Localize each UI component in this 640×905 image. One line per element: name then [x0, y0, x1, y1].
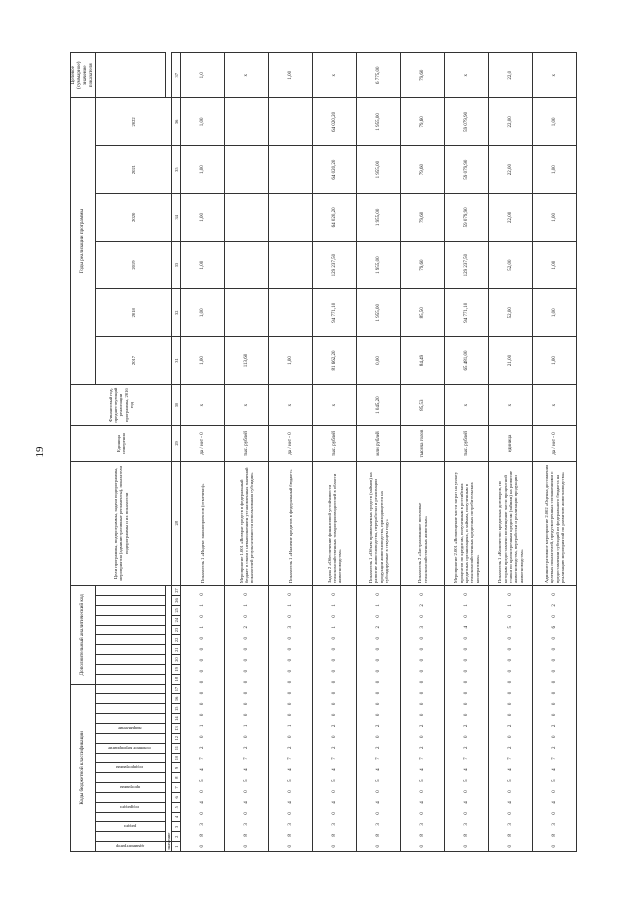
code-column-header: [95, 792, 165, 802]
final-value-cell: x: [225, 53, 269, 98]
year-value-cell: [269, 146, 313, 194]
column-number: 3: [172, 822, 181, 832]
year-value-cell: 1,00: [181, 146, 225, 194]
year-value-cell: 94 771,10: [445, 289, 489, 337]
code-column-header: [95, 605, 165, 615]
year-value-cell: [225, 241, 269, 289]
column-number: 5: [172, 802, 181, 812]
base-year-cell: x: [313, 384, 357, 425]
code-cell: 0 8 3 0 4 0 5 4 7 2 0 1 0 0 0 0 0 0 0 0 1 0 1 0: [181, 586, 225, 852]
year-header: 2021: [95, 146, 171, 194]
code-column-header: [95, 753, 165, 763]
year-value-cell: 22,00: [489, 193, 533, 241]
year-value-cell: [269, 289, 313, 337]
base-year-cell: 1 045,20: [357, 384, 401, 425]
column-number: 22: [172, 635, 181, 645]
year-value-cell: 65 481,00: [445, 337, 489, 385]
column-number: 14: [172, 714, 181, 724]
column-number: 9: [172, 763, 181, 773]
year-value-cell: 1,00: [533, 193, 577, 241]
year-value-cell: 0,00: [357, 337, 401, 385]
year-value-cell: 1 955,00: [357, 146, 401, 194]
code-column-header: [95, 645, 165, 655]
year-value-cell: 64 020,20: [313, 98, 357, 146]
year-value-cell: 52,00: [489, 289, 533, 337]
program-table: [70, 52, 577, 852]
column-number: 10: [172, 753, 181, 763]
column-number: 33: [172, 241, 181, 289]
unit-header: Единица измерения: [71, 426, 172, 461]
column-number: 6: [172, 792, 181, 802]
description-cell: Показатель 1 «Объем привлекаемых средств (займов) на развитие животноводства, переработки и реализации продукции животноводства, приходящегося на субсидируемые в текущем году»: [357, 461, 401, 585]
year-value-cell: 1,00: [533, 98, 577, 146]
unit-cell: да / нет - 0: [181, 426, 225, 461]
column-number: 4: [172, 812, 181, 822]
year-value-cell: 129 237,50: [313, 241, 357, 289]
base-year-cell: x: [489, 384, 533, 425]
year-value-cell: 59 079,90: [445, 193, 489, 241]
column-number: 37: [172, 53, 181, 98]
year-value-cell: 1,00: [181, 98, 225, 146]
year-value-cell: 1,00: [533, 337, 577, 385]
years-header: Годы реализации программы: [71, 98, 96, 384]
base-year-cell: x: [225, 384, 269, 425]
column-number: 19: [172, 664, 181, 674]
column-number: 12: [172, 733, 181, 743]
final-header: Целевое (суммарное) значение показателя: [71, 53, 96, 98]
code-cell: 0 8 3 0 4 0 5 4 7 2 0 1 0 0 0 0 0 0 0 0 2 0 1 0: [225, 586, 269, 852]
year-header: 2018: [95, 289, 171, 337]
column-number: 8: [172, 773, 181, 783]
code-column-header: [95, 812, 165, 822]
kbk-header: Коды бюджетной классификации: [71, 684, 96, 851]
year-value-cell: 64 020,20: [313, 146, 357, 194]
description-cell: Показатель 1 «Количество кредитных договоров, по которым предоставлено возмещение части процентной ставки по краткосрочным кредитам (займам) на развитие животноводства, переработки и реализации продукции животноводства»: [489, 461, 533, 585]
column-number: 29: [172, 426, 181, 461]
column-number: 15: [172, 704, 181, 714]
unit-cell: да / нет - 0: [533, 426, 577, 461]
year-value-cell: 52,00: [489, 241, 533, 289]
column-number: 20: [172, 655, 181, 665]
final-value-cell: 1,00: [269, 53, 313, 98]
code-column-header: [95, 773, 165, 783]
code-cell: 0 8 3 0 4 0 5 4 7 2 0 2 0 0 0 0 0 0 0 0 5 0 1 0: [489, 586, 533, 852]
column-number: 26: [172, 596, 181, 606]
code-column-header: [95, 674, 165, 684]
unit-cell: млн рублей: [357, 426, 401, 461]
column-number: 32: [172, 289, 181, 337]
year-header: 2020: [95, 193, 171, 241]
code-cell: 0 8 3 0 4 0 5 4 7 2 0 2 0 0 0 0 0 0 0 0 6 0 2 0: [533, 586, 577, 852]
code-column-header: [95, 743, 165, 753]
year-value-cell: 79,60: [401, 241, 445, 289]
table-row: [533, 53, 577, 852]
year-value-cell: [225, 193, 269, 241]
year-value-cell: 59 079,90: [445, 98, 489, 146]
year-value-cell: 81 662,20: [313, 337, 357, 385]
year-value-cell: 21,00: [489, 337, 533, 385]
table-row: [357, 53, 401, 852]
code-column-header: [95, 802, 165, 812]
year-value-cell: 1,00: [269, 337, 313, 385]
value-subheader: значение: [165, 832, 171, 850]
final-value-cell: 22,0: [489, 53, 533, 98]
year-value-cell: 79,60: [401, 146, 445, 194]
year-value-cell: 113,60: [225, 337, 269, 385]
year-value-cell: 1 955,00: [357, 193, 401, 241]
table-row: [269, 53, 313, 852]
code-cell: 0 8 3 0 4 0 5 4 7 2 0 2 0 0 0 0 0 0 0 0 1 0 1 0: [313, 586, 357, 852]
table-row: [401, 53, 445, 852]
code-column-header: [95, 694, 165, 704]
description-cell: Административное мероприятие 2.002 «Оценка достижения целевых показателей, предусмотренных соглашениями о предоставлении субсидий из федерального бюджета на реализацию мероприятий по развитию животноводства»: [533, 461, 577, 585]
code-column-header: [95, 704, 165, 714]
table-row: [181, 53, 225, 852]
code-cell: 0 8 3 0 4 0 5 4 7 2 0 1 0 0 0 0 0 0 0 0 3 0 1 0: [269, 586, 313, 852]
code-cell: 0 8 3 0 4 0 5 4 7 2 0 2 0 0 0 0 0 0 0 0 3 0 2 0: [401, 586, 445, 852]
column-number: 31: [172, 337, 181, 385]
column-number: 2: [172, 832, 181, 842]
description-cell: Показатель 1 «Индекс законопроектов (отмечено)»: [181, 461, 225, 585]
column-number: 11: [172, 743, 181, 753]
code-column-label: направление: [117, 725, 142, 731]
final-value-cell: x: [313, 53, 357, 98]
code-column-header: [95, 714, 165, 724]
year-value-cell: [269, 98, 313, 146]
year-value-cell: 59 079,90: [445, 146, 489, 194]
code-column-label: администратор: [115, 844, 144, 850]
code-column-header: [95, 684, 165, 694]
code-column-header: [95, 655, 165, 665]
unit-cell: единица: [489, 426, 533, 461]
code-column-header: [95, 625, 165, 635]
year-value-cell: 1,00: [181, 289, 225, 337]
final-value-cell: x: [533, 53, 577, 98]
column-number: 13: [172, 724, 181, 734]
description-cell: Задача 2 «Обеспечение финансовой устойчивости сельскохозяйственных товаропроизводителей в области животноводства»: [313, 461, 357, 585]
column-number: 1: [172, 842, 181, 852]
code-column-header: [95, 832, 165, 842]
year-value-cell: [225, 98, 269, 146]
code-column-label: основное мероприятие: [108, 745, 152, 751]
unit-cell: тыс. рублей: [313, 426, 357, 461]
year-value-cell: 64 020,20: [313, 193, 357, 241]
description-cell: Мероприятие 1.001 «Возврат средств в федеральный бюджет в связи с невыполнением установленных значений показателей результативности использования субсидии»: [225, 461, 269, 585]
final-value-cell: 79,60: [401, 53, 445, 98]
code-column-header: [95, 763, 165, 773]
unit-cell: тыс. рублей: [445, 426, 489, 461]
column-number: 23: [172, 625, 181, 635]
column-number: 36: [172, 98, 181, 146]
code-column-header: [95, 586, 165, 596]
year-value-cell: 1,00: [181, 241, 225, 289]
year-value-cell: 85,50: [401, 289, 445, 337]
year-value-cell: [225, 146, 269, 194]
page-number: 19: [34, 446, 46, 458]
final-value-cell: 1,0: [181, 53, 225, 98]
year-value-cell: 1 955,00: [357, 98, 401, 146]
code-column-label: подпрограмма: [116, 765, 144, 771]
unit-cell: тыс. рублей: [225, 426, 269, 461]
column-number: 7: [172, 783, 181, 793]
table-row: [225, 53, 269, 852]
year-value-cell: 1,00: [533, 241, 577, 289]
column-number: 28: [172, 461, 181, 585]
year-value-cell: 1,00: [533, 146, 577, 194]
year-value-cell: [269, 193, 313, 241]
table-row: [313, 53, 357, 852]
year-value-cell: 79,60: [401, 98, 445, 146]
table-row: [445, 53, 489, 852]
year-value-cell: 1,00: [533, 289, 577, 337]
base-year-cell: x: [445, 384, 489, 425]
year-value-cell: 1,00: [181, 337, 225, 385]
year-value-cell: 22,00: [489, 98, 533, 146]
base-year-cell: 85,53: [401, 384, 445, 425]
rotated-table-container: [70, 52, 570, 852]
year-value-cell: 22,00: [489, 146, 533, 194]
year-value-cell: [225, 289, 269, 337]
year-header: 2017: [95, 337, 171, 385]
year-header: 2022: [95, 98, 171, 146]
final-spacer: [95, 53, 165, 98]
column-number: 16: [172, 694, 181, 704]
year-value-cell: 94 771,10: [313, 289, 357, 337]
code-column-header: [95, 822, 165, 832]
base-year-cell: x: [533, 384, 577, 425]
year-value-cell: 79,60: [401, 193, 445, 241]
table-row: [489, 53, 533, 852]
column-number: 34: [172, 193, 181, 241]
description-cell: Мероприятие 2.001 «Возмещение части затрат на уплату процентов по кредитам, полученным в российских кредитных организациях, и займам, полученным в сельскохозяйственных кредитных потребительских кооперативах»: [445, 461, 489, 585]
column-number: 17: [172, 684, 181, 694]
year-value-cell: 1 955,00: [357, 289, 401, 337]
code-column-header: [95, 842, 165, 852]
column-number: 18: [172, 674, 181, 684]
description-cell: Показатель 2 «Застрахованное поголовье сельскохозяйственных животных»: [401, 461, 445, 585]
year-value-cell: 84,49: [401, 337, 445, 385]
code-column-header: [95, 783, 165, 793]
column-number: 27: [172, 586, 181, 596]
year-value-cell: 129 237,50: [445, 241, 489, 289]
code-column-label: раздел: [123, 824, 136, 830]
column-number: 24: [172, 615, 181, 625]
code-cell: 0 8 3 0 4 0 5 4 7 2 0 2 0 0 0 0 0 0 0 0 4 0 1 0: [445, 586, 489, 852]
base-year-cell: x: [181, 384, 225, 425]
column-number: 25: [172, 605, 181, 615]
year-value-cell: [269, 241, 313, 289]
code-column-label: подраздел: [120, 804, 140, 810]
year-header: 2019: [95, 241, 171, 289]
code-column-header: [95, 664, 165, 674]
year-value-cell: 1 955,00: [357, 241, 401, 289]
base-year-cell: x: [269, 384, 313, 425]
code-column-label: программа: [119, 785, 140, 791]
column-number: 35: [172, 146, 181, 194]
code-column-header: [95, 596, 165, 606]
description-cell: Показатель 1 «Наличие кредитов в федеральный бюджет»: [269, 461, 313, 585]
unit-cell: тысяча голов: [401, 426, 445, 461]
code-column-header: [95, 733, 165, 743]
goals-header: Цели программы, подпрограммы, задачи подпрограммы, мероприятия (административные регламенты), показатели подпрограммы и их показатели: [71, 461, 172, 585]
year-value-cell: 1,00: [181, 193, 225, 241]
unit-cell: да / нет - 0: [269, 426, 313, 461]
column-number: 21: [172, 645, 181, 655]
code-column-header: [95, 615, 165, 625]
base-year-header: Финансовый год, предшествующий реализации программы, 2016 год: [71, 384, 172, 425]
code-cell: 0 8 3 0 4 0 5 4 7 2 0 2 0 0 0 0 0 0 0 0 2 0 1 0: [357, 586, 401, 852]
final-value-cell: 6 775,00: [357, 53, 401, 98]
analytic-code-header: Дополнительный аналитический код: [71, 586, 96, 685]
code-column-header: [95, 635, 165, 645]
column-number: 30: [172, 384, 181, 425]
final-value-cell: x: [445, 53, 489, 98]
code-column-header: [95, 724, 165, 734]
